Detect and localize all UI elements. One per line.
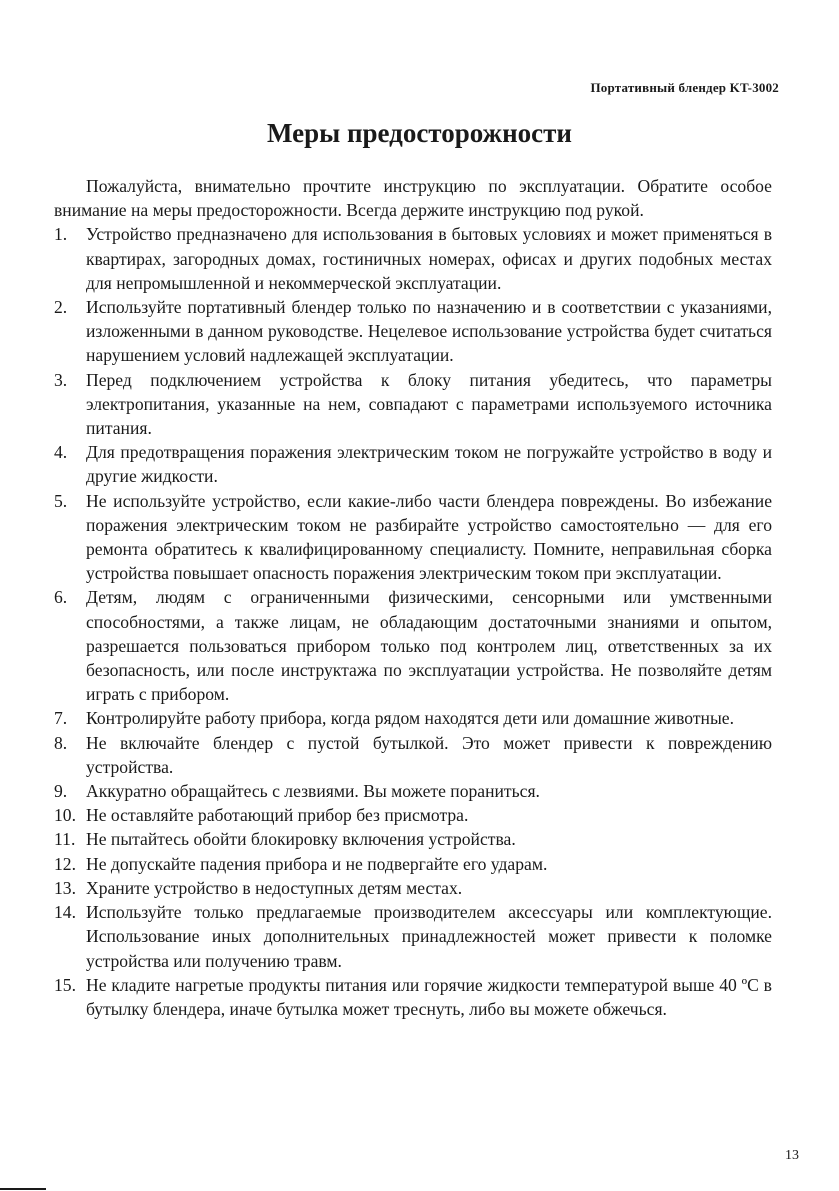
list-item <box>54 368 772 441</box>
precautions-list <box>54 222 772 1021</box>
item-number: 7. <box>54 708 68 729</box>
item-text: Не оставляйте работающий прибор без присмотра. <box>86 805 469 826</box>
item-text: Не пытайтесь обойти блокировку включения устройства. <box>86 829 516 850</box>
list-item <box>54 876 772 900</box>
item-text: Контролируйте работу прибора, когда рядом находятся дети или домашние животные. <box>86 708 734 729</box>
list-item <box>54 489 772 586</box>
item-text: Аккуратно обращайтесь с лезвиями. Вы можете пораниться. <box>86 781 540 802</box>
item-number: 3. <box>54 369 68 390</box>
running-header: Портативный блендер KT-3002 <box>590 80 779 95</box>
list-item <box>54 585 772 706</box>
item-text: Используйте портативный блендер только по назначению и в соответствии с указаниями, изложенными в данном руководстве. Нецелевое использование устройства будет считаться нарушением условий надлежащей эксплуатации. <box>86 297 772 366</box>
list-item <box>54 440 772 488</box>
list-item <box>54 852 772 876</box>
item-number: 8. <box>54 732 68 753</box>
page-title: Меры предосторожности <box>267 118 572 148</box>
list-item <box>54 803 772 827</box>
item-number: 2. <box>54 297 68 318</box>
list-item <box>54 295 772 368</box>
item-text: Для предотвращения поражения электрическим током не погружайте устройство в воду и другие жидкости. <box>86 442 772 487</box>
item-number: 9. <box>54 781 68 802</box>
item-number: 15. <box>54 974 76 995</box>
list-item <box>54 706 772 730</box>
item-text: Не допускайте падения прибора и не подвергайте его ударам. <box>86 853 548 874</box>
item-text: Перед подключением устройства к блоку питания убедитесь, что параметры электропитания, указанные на нем, совпадают с параметрами используемого источника питания. <box>86 369 772 439</box>
item-text: Не используйте устройство, если какие-либо части блендера повреждены. Во избежание поражения электрическим током не разбирайте устройство самостоятельно — для его ремонта обратитесь к квалифицированному специалисту. Помните, неправильная сборка устройства повышает опасность поражения электрическим током при эксплуатации. <box>86 490 772 584</box>
item-number: 4. <box>54 442 68 463</box>
list-item <box>54 222 772 295</box>
intro-paragraph: Пожалуйста, внимательно прочтите инструкцию по эксплуатации. Обратите особое внимание на меры предосторожности. Всегда держите инструкцию под рукой. <box>54 176 772 221</box>
item-number: 10. <box>54 805 76 826</box>
item-number: 14. <box>54 902 76 923</box>
item-text: Храните устройство в недоступных детям местах. <box>86 877 463 898</box>
page-content <box>54 174 772 1021</box>
item-text: Не включайте блендер с пустой бутылкой. Это может привести к повреждению устройства. <box>86 732 772 777</box>
list-item <box>54 731 772 779</box>
item-text: Используйте только предлагаемые производителем аксессуары или комплектующие. Использование иных дополнительных принадлежностей может привести к поломке устройства или получению травм. <box>86 902 772 971</box>
item-number: 13. <box>54 877 76 898</box>
item-number: 6. <box>54 587 68 608</box>
item-text: Детям, людям с ограниченными физическими, сенсорными или умственными способностями, а также лицам, не обладающим достаточными знаниями и опытом, разрешается пользоваться прибором только под контролем лиц, ответственных за их безопасность, или после инструктажа по эксплуатации устройства. Не позволяйте детям играть с прибором. <box>86 587 772 705</box>
list-item <box>54 779 772 803</box>
item-number: 12. <box>54 853 76 874</box>
list-item <box>54 827 772 851</box>
page-number: 13 <box>785 1148 799 1163</box>
item-number: 11. <box>54 829 76 850</box>
item-text: Устройство предназначено для использования в бытовых условиях и может применяться в квартирах, загородных домах, гостиничных номерах, офисах и других подобных местах для непромышленной и некоммерческой эксплуатации. <box>86 224 772 293</box>
footer-rule <box>0 1188 46 1190</box>
item-text: Не кладите нагретые продукты питания или горячие жидкости температурой выше 40 ºС в бутылку блендера, иначе бутылка может треснуть, либо вы можете обжечься. <box>86 974 772 1019</box>
list-item <box>54 973 772 1021</box>
list-item <box>54 900 772 973</box>
item-number: 5. <box>54 490 68 511</box>
item-number: 1. <box>54 224 68 245</box>
